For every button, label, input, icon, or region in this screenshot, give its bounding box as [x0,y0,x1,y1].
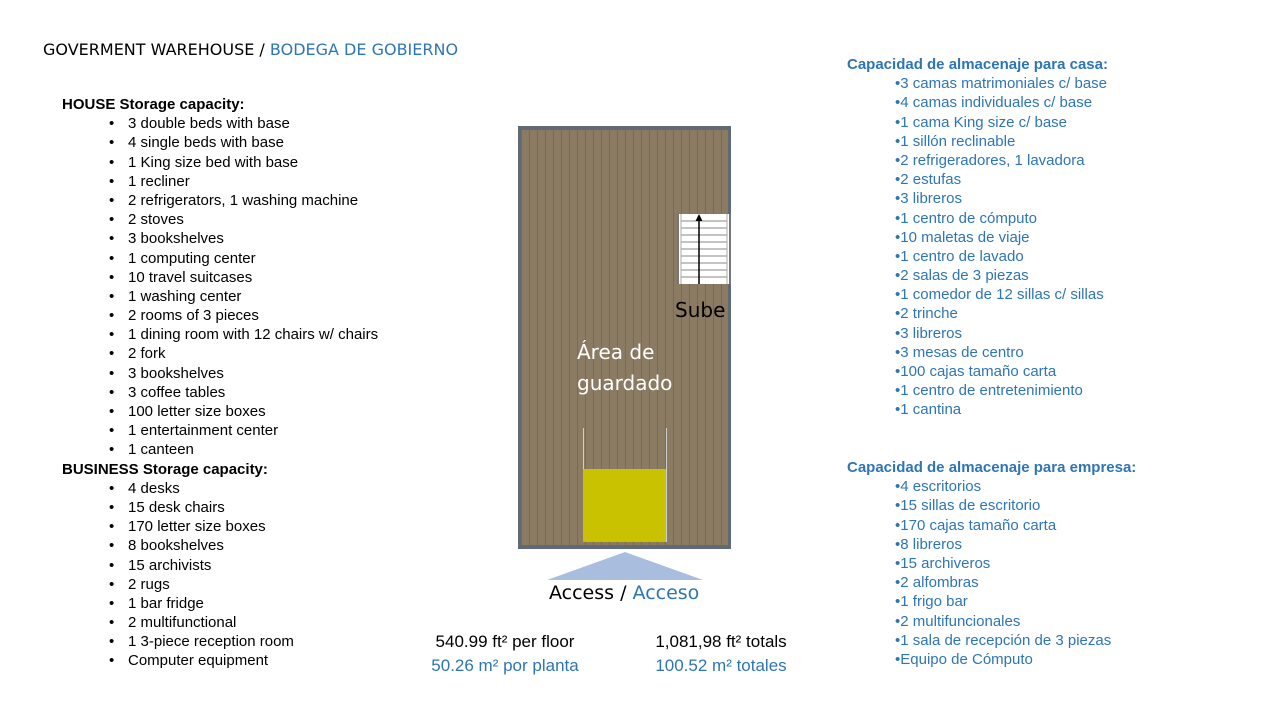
business-en-list [62,479,462,671]
list-item: • 8 libreros [847,535,1267,554]
list-item: • 3 libreros [847,189,1267,208]
list-item: • 3 mesas de centro [847,343,1267,362]
list-item: • 100 cajas tamaño carta [847,362,1267,381]
list-item: • 1 washing center [62,287,462,306]
area-per-floor [420,632,590,676]
list-item: • 3 bookshelves [62,229,462,248]
list-item: • 2 fork [62,344,462,363]
area-per-floor-m: 50.26 m² por planta [431,656,579,675]
storage-area-label-line1: Área de [577,340,655,364]
list-item: • 1 canteen [62,440,462,459]
list-item: • 1 recliner [62,172,462,191]
stairs-label: Sube [675,298,726,322]
list-item: • 3 bookshelves [62,364,462,383]
list-item: • 1 cama King size c/ base [847,113,1267,132]
list-item: • 4 desks [62,479,462,498]
access-door [583,469,666,542]
list-item: • 2 refrigeradores, 1 lavadora [847,151,1267,170]
area-total [636,632,806,676]
area-total-m: 100.52 m² totales [655,656,787,675]
list-item: • 2 multifunctional [62,613,462,632]
access-en: Access [549,582,615,604]
list-item: • 4 escritorios [847,477,1267,496]
list-item: • Equipo de Cómputo [847,650,1267,669]
list-item: • 100 letter size boxes [62,402,462,421]
list-item: • 170 cajas tamaño carta [847,516,1267,535]
house-en-heading: HOUSE Storage capacity: [62,96,245,113]
list-item: • 2 stoves [62,210,462,229]
door-guide-line-right [666,428,667,542]
access-separator: / [614,582,633,604]
list-item: • 1 entertainment center [62,421,462,440]
spanish-business-section [847,458,1267,669]
list-item: • 1 dining room with 12 chairs w/ chairs [62,325,462,344]
title-en: GOVERMENT WAREHOUSE [43,40,255,59]
english-capacity-section [62,95,462,671]
business-en-heading: BUSINESS Storage capacity: [62,460,268,478]
business-es-list [847,477,1267,669]
list-item: • 2 rooms of 3 pieces [62,306,462,325]
stairs-icon [677,214,731,284]
list-item: • 1 computing center [62,249,462,268]
list-item: • 2 multifuncionales [847,612,1267,631]
list-item: • 1 sala de recepción de 3 piezas [847,631,1267,650]
access-es: Acceso [632,582,700,604]
list-item: • 10 travel suitcases [62,268,462,287]
area-total-ft: 1,081,98 ft² totals [655,632,787,651]
list-item: • 1 King size bed with base [62,153,462,172]
list-item: • 10 maletas de viaje [847,228,1267,247]
business-es-heading: Capacidad de almacenaje para empresa: [847,459,1137,476]
list-item: • 170 letter size boxes [62,517,462,536]
house-es-heading: Capacidad de almacenaje para casa: [847,56,1108,73]
list-item: • 1 frigo bar [847,592,1267,611]
list-item: • 3 double beds with base [62,114,462,133]
list-item: • 2 estufas [847,170,1267,189]
list-item: • 8 bookshelves [62,536,462,555]
list-item: • 1 cantina [847,400,1267,419]
list-item: • 1 centro de cómputo [847,209,1267,228]
list-item: • 2 trinche [847,304,1267,323]
page-title [43,40,458,59]
access-arrow-icon [547,552,703,580]
title-separator: / [254,40,270,59]
storage-area-label [577,337,672,399]
title-es: BODEGA DE GOBIERNO [269,40,459,59]
list-item: • 1 bar fridge [62,594,462,613]
list-item: • 15 archiveros [847,554,1267,573]
list-item: • Computer equipment [62,651,462,670]
list-item: • 2 rugs [62,575,462,594]
list-item: • 15 desk chairs [62,498,462,517]
list-item: • 1 comedor de 12 sillas c/ sillas [847,285,1267,304]
list-item: • 1 centro de lavado [847,247,1267,266]
list-item: • 3 camas matrimoniales c/ base [847,74,1267,93]
house-en-list [62,114,462,459]
storage-area-label-line2: guardado [577,371,673,395]
list-item: • 1 centro de entretenimiento [847,381,1267,400]
spanish-house-section [847,55,1267,420]
house-es-list [847,74,1267,419]
access-label [549,582,699,604]
list-item: • 15 archivists [62,556,462,575]
list-item: • 4 camas individuales c/ base [847,93,1267,112]
area-per-floor-ft: 540.99 ft² per floor [435,632,575,651]
list-item: • 3 libreros [847,324,1267,343]
list-item: • 15 sillas de escritorio [847,496,1267,515]
list-item: • 1 sillón reclinable [847,132,1267,151]
list-item: • 4 single beds with base [62,133,462,152]
list-item: • 1 3-piece reception room [62,632,462,651]
list-item: • 3 coffee tables [62,383,462,402]
list-item: • 2 salas de 3 piezas [847,266,1267,285]
list-item: • 2 alfombras [847,573,1267,592]
list-item: • 2 refrigerators, 1 washing machine [62,191,462,210]
